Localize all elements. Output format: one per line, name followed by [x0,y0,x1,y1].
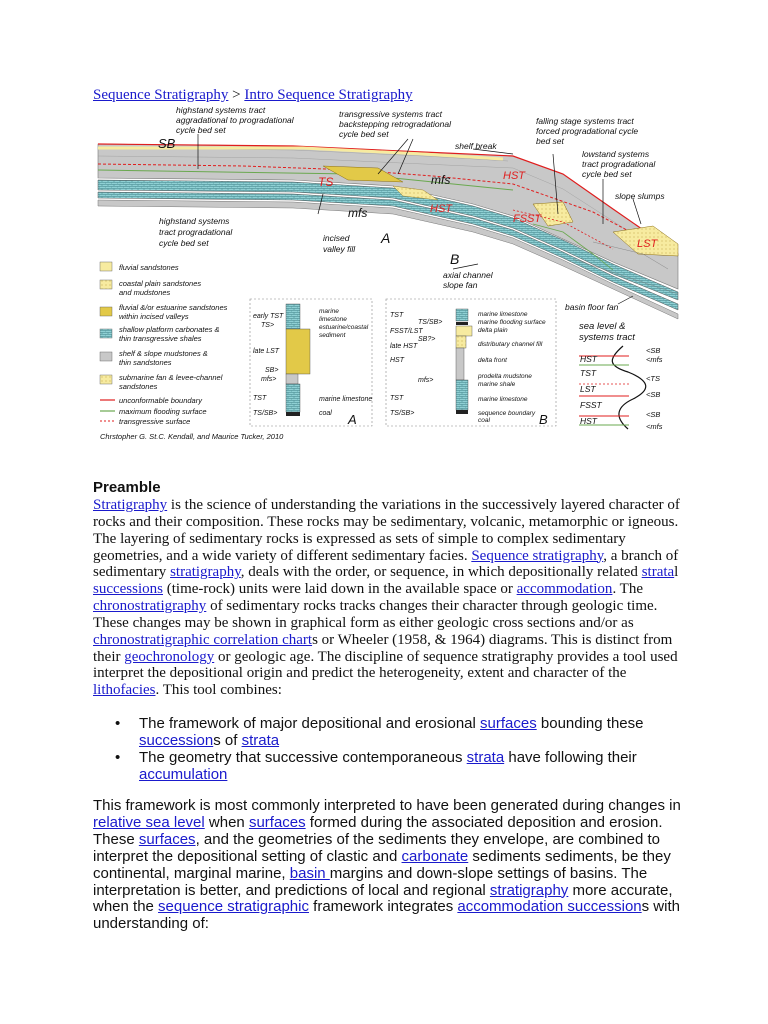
col-a-left-3: late LST [253,348,280,355]
curve-tract-4: FSST [580,400,602,410]
col-b-left-9: TS/SB> [390,410,415,417]
lst-label-2: tract progradational [582,159,656,169]
breadcrumb-current-link[interactable]: Intro Sequence Stratigraphy [244,87,413,103]
legend-text-6a: submarine fan & levee-channel [119,373,223,382]
inline-link[interactable]: chronostratigraphic correlation chart [93,631,313,648]
col-b-right-9: sequence boundary [478,410,536,417]
inline-link[interactable]: surfaces [248,813,306,831]
col-b-right-10: coal [478,417,490,424]
inline-link[interactable]: succession [139,732,214,749]
curve-tract-5: HST [580,416,597,426]
inline-link[interactable]: Stratigraphy [93,497,168,513]
inline-text: s of [213,732,242,749]
col-b-right-7: marine shale [478,381,516,388]
col-a-left-6: TST [253,395,267,402]
legend-transgressive: transgressive surface [119,417,191,426]
incised-label-1: incised [323,233,350,243]
inline-link[interactable]: successions [93,581,163,598]
breadcrumb-root-link[interactable]: Sequence Stratigraphy [93,87,229,103]
lst-label-1: lowstand systems [582,149,650,159]
tst-label-2: backstepping retrogradational [339,119,451,129]
col-a-left-4: SB> [265,367,279,374]
col-b-right-1: marine limestone [478,311,528,318]
breadcrumb-separator: > [228,87,245,103]
inline-text: bounding these [536,715,644,732]
curve-tract-1: HST [580,354,597,364]
inline-link[interactable]: basin [289,864,330,882]
col-b-right-4: distributary channel fill [478,341,543,348]
inline-text: This framework is most commonly interpreted to have been generated during changes in [93,797,681,814]
fsst-label-3: bed set [536,136,564,146]
col-a-left-5: mfs> [261,376,277,383]
hst-prog-label-3: cycle bed set [159,238,209,248]
hst-center-label: HST [430,203,452,215]
curve-title-1: sea level & [579,321,626,332]
inline-text: or geologic age. The discipline of sequence stratigraphy provides a tool used interpret the depositional origin and predict the heterogeneity, extent and character of the [93,648,678,682]
col-a-right-1: marine [319,308,339,315]
combines-list [115,715,695,783]
legend-text-1: fluvial sandstones [119,263,179,272]
curve-mark-6: <mfs [646,422,663,431]
inline-text: . This tool combines: [155,682,282,699]
inline-link[interactable]: accumulation [139,766,228,783]
inline-text: The framework of major depositional and erosional [139,715,481,732]
col-b-right-2: marine flooding surface [478,319,546,326]
framework-paragraph [93,798,693,933]
inline-text: , deals with the order, or sequence, in which depositionally related [240,564,642,581]
col-b-left-6: HST [390,357,404,364]
hst-right-label: HST [503,170,525,182]
curve-mark-4: <SB [646,390,661,399]
inline-text: s or Wheeler (1958, & 1964) diagrams. This is distinct from their [93,631,673,665]
col-b-left-7: mfs> [418,377,434,384]
inline-link[interactable]: surfaces [138,830,196,848]
legend-max-flooding: maximum flooding surface [119,407,207,416]
inline-text: The geometry that successive contemporaneous [139,749,467,766]
inline-link[interactable]: stratigraphy [170,564,241,581]
tst-label-3: cycle bed set [339,129,389,139]
legend-swatch-shale [100,352,112,361]
inline-text: margins and down-slope settings of basins. The interpretation is better, and predictions of local and regional [93,864,648,899]
curve-mark-5: <SB [646,410,661,419]
col-b-right-3: delta plain [478,327,508,334]
col-a-right-6: coal [319,410,332,417]
col-b-left-2: TS/SB> [418,319,443,326]
col-a-left-7: TS/SB> [253,410,278,417]
inline-link[interactable]: strata [241,732,280,749]
curve-tract-2: TST [580,368,597,378]
inline-text: . The [612,581,643,598]
sea-level-curve [579,321,663,431]
shelf-break-label: shelf break [455,141,497,151]
sb-label: SB [158,136,176,151]
fsst-label-2: forced progradational cycle [536,126,639,136]
inline-text: formed during the associated deposition and erosion. These [93,813,663,848]
mfs-upper-label: mfs [431,173,451,187]
col-a-right-3: estuarine/coastal [319,324,369,331]
col-b-right-6: prodelta mudstone [478,373,532,380]
section-a-label: A [381,230,391,246]
curve-mark-3: <TS [646,374,660,383]
axial-label-1: axial channel [443,270,493,280]
stratigraphic-column-b [386,299,556,427]
figure-svg [93,104,683,444]
inline-link[interactable]: surfaces [480,715,537,732]
figure-credit: Chrstopher G. St.C. Kendall, and Maurice Tucker, 2010 [100,432,284,441]
slope-slumps-label: slope slumps [615,191,665,201]
col-b-left-8: TST [390,395,404,402]
hst-aggr-label-1: highstand systems tract [176,105,266,115]
inline-text: s with understanding of: [93,898,680,933]
section-b-label: B [450,251,460,267]
inline-text: of sedimentary rocks tracks changes their character through geologic time. These changes may be shown in graphical form as either geologic cross sections and/or as [93,598,658,631]
legend-swatch-fan [100,375,112,384]
legend-text-2b: and mudstones [119,288,171,297]
col-b-left-3: FSST/LST [390,328,423,335]
list-item [115,715,695,749]
col-a-left-1: early TST [253,313,284,320]
legend-text-4b: thin transgressive shales [119,334,202,343]
stratigraphic-column-a [250,299,372,427]
legend-swatch-coastal [100,280,112,289]
fsst-label-1: falling stage systems tract [536,116,634,126]
sequence-stratigraphy-figure [93,104,683,444]
legend-swatch-estuarine [100,307,112,316]
col-b-left-5: late HST [390,343,418,350]
legend-text-2a: coastal plain sandstones [119,279,202,288]
inline-text: l [674,564,679,581]
hst-aggr-label-3: cycle bed set [176,125,226,135]
col-a-right-5: marine limestone [319,396,373,403]
inline-link[interactable]: stratigraphy [489,881,569,899]
inline-text: framework integrates [308,898,458,916]
legend-text-3a: fluvial &/or estuarine sandstones [119,303,228,312]
preamble-heading: Preamble [93,479,161,496]
inline-link[interactable]: carbonate [401,847,469,865]
axial-label-2: slope fan [443,280,478,290]
intro-paragraph [93,497,693,699]
inline-text: (time-rock) units were laid down in the available space or [163,581,517,598]
inline-link[interactable]: lithofacies [93,682,156,699]
inline-text: is the science of understanding the variations in the successively layered character of rocks and their composition. These rocks may be sedimentary, volcanic, metamorphic or igneous. The layering of sedimentary rocks is expressed as sets of simple to complex sedimentary geometries, and a wide variety of different sedimentary facies. [93,497,680,564]
col-b-tag: B [539,412,548,427]
legend-swatch-carbonate [100,329,112,338]
fsst-map-label: FSST [513,213,542,225]
hst-prog-label-1: highstand systems [159,216,230,226]
inline-text: , and the geometries of the sediments they envelope, are combined to interpret the depositional setting of clastic and [93,830,661,865]
mfs-lower-label: mfs [348,206,368,220]
curve-title-2: systems tract [579,332,635,343]
inline-link[interactable]: strata [466,749,505,766]
inline-link[interactable]: accommodation succession [457,898,642,916]
ts-label: TS [318,175,334,189]
list-item [115,749,695,783]
col-a-left-2: TS> [261,322,275,329]
hst-prog-label-2: tract progradational [159,227,233,237]
col-b-left-1: TST [390,312,404,319]
legend-text-6b: sandstones [119,382,158,391]
inline-text: more accurate, when the [93,881,673,916]
lst-map-label: LST [637,238,658,250]
legend-text-5a: shelf & slope mudstones & [119,349,208,358]
inline-link[interactable]: Sequence stratigraphy [471,547,604,564]
inline-text: when [204,813,249,831]
curve-mark-1: <SB [646,346,661,355]
col-a-right-4: sediment [319,332,346,339]
col-a-tag: A [348,412,357,427]
curve-tract-3: LST [580,384,596,394]
lst-label-3: cycle bed set [582,169,632,179]
inline-link[interactable]: strata [641,564,675,581]
col-a-right-2: limestone [319,316,347,323]
curve-mark-2: <mfs [646,355,663,364]
hst-aggr-label-2: aggradational to progradational [176,115,294,125]
legend-unconformable: unconformable boundary [119,396,202,405]
inline-link[interactable]: relative sea level [93,813,205,831]
incised-label-2: valley fill [323,244,356,254]
inline-link[interactable]: geochronology [124,648,215,665]
legend-text-4a: shallow platform carbonates & [119,325,220,334]
tst-label-1: transgressive systems tract [339,109,442,119]
inline-link[interactable]: chronostratigraphy [93,598,207,615]
legend-text-5b: thin sandstones [119,358,172,367]
inline-link[interactable]: accommodation [516,581,613,598]
inline-text: have following their [504,749,637,766]
breadcrumb [93,86,413,104]
inline-text: , a branch of sedimentary [93,547,679,581]
col-b-right-5: delta front [478,357,507,364]
col-b-left-4: SB?> [418,336,436,343]
legend-text-3b: within incised valleys [119,312,189,321]
col-b-right-8: marine limestone [478,396,528,403]
inline-text: sediments sediments, be they continental, marginal marine, [93,847,671,882]
basin-floor-fan-label: basin floor fan [565,302,619,312]
inline-link[interactable]: sequence stratigraphic [158,898,309,916]
legend-swatch-fluvial [100,262,112,271]
